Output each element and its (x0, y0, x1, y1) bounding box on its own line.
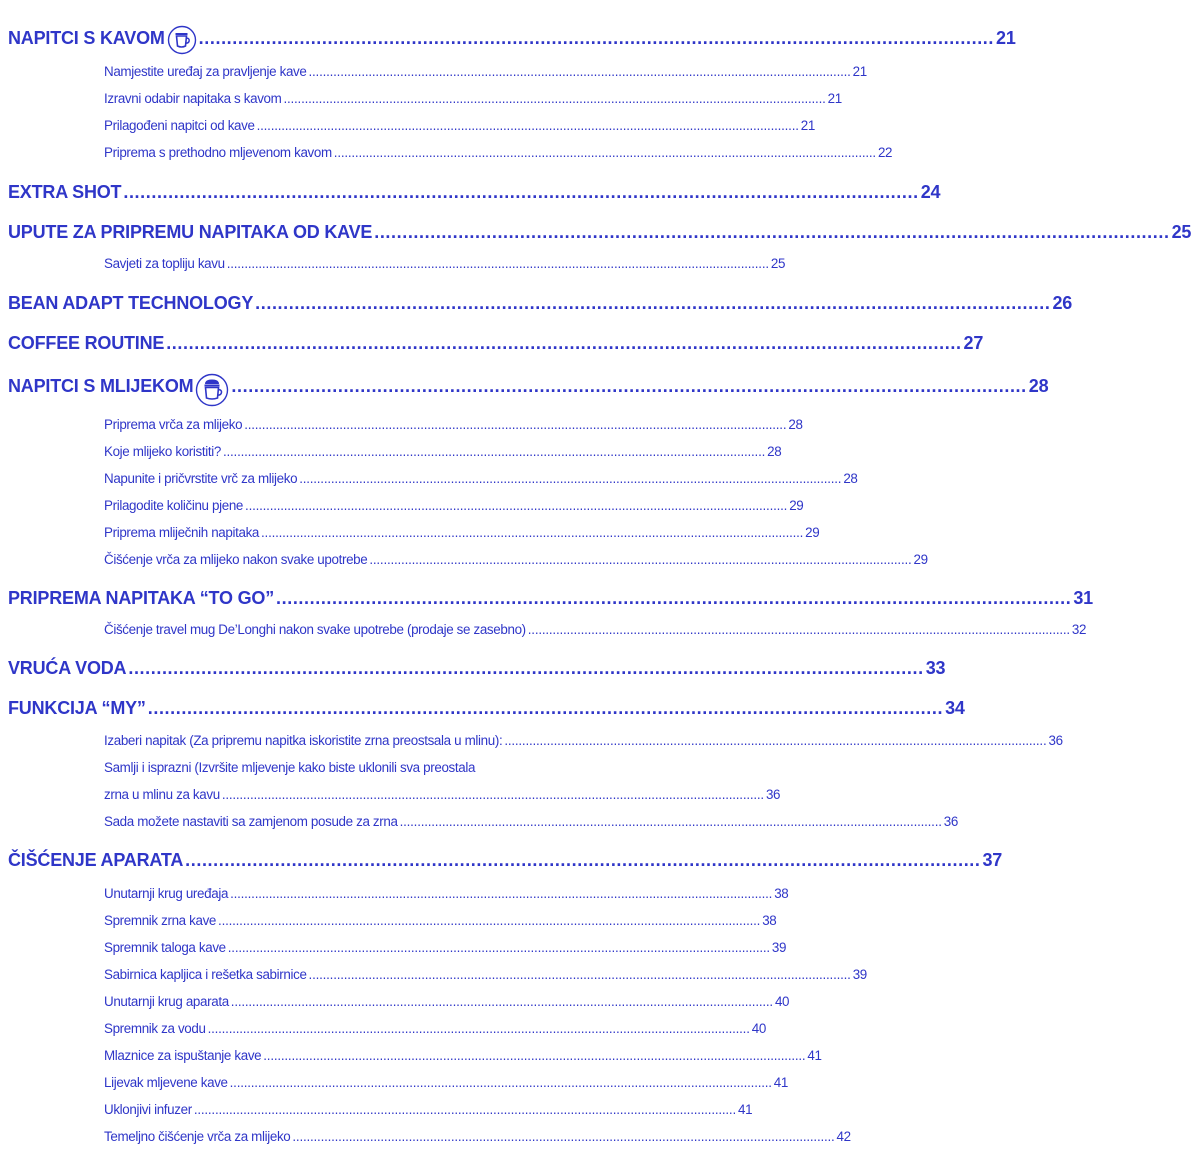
toc-entry-label: Priprema s prethodno mljevenom kavom (104, 145, 332, 160)
toc-entry[interactable]: Uklonjivi infuzer .......................................................................................................................................................... 41 (104, 1102, 753, 1117)
toc-entry-page: 41 (807, 1048, 822, 1063)
toc-page-number: 27 (963, 333, 984, 353)
toc-entry[interactable]: Sabirnica kapljica i rešetka sabirnice .......................................................................................................................................................... 39 (104, 967, 867, 982)
toc-entry[interactable]: Priprema vrča za mlijeko .......................................................................................................................................................... 28 (104, 417, 803, 432)
toc-entry-page: 41 (737, 1102, 753, 1117)
toc-entry-page: 28 (788, 417, 803, 432)
toc-entry-label: Napunite i pričvrstite vrč za mlijeko (104, 471, 298, 486)
toc-page-number: 31 (1073, 588, 1093, 608)
toc-entry[interactable]: Unutarnji krug aparata .......................................................................................................................................................... 40 (104, 994, 790, 1009)
toc-entry[interactable]: Čišćenje vrča za mlijeko nakon svake upotrebe .......................................................................................................................................................... 29 (104, 552, 928, 567)
toc-entry-label: Savjeti za topliju kavu (104, 256, 225, 271)
toc-heading-to-go[interactable]: PRIPREMA NAPITAKA “TO GO” .............................................................................................................................................. 31 (8, 588, 1093, 608)
toc-heading-napitci-s-mlijekom[interactable]: NAPITCI S MLIJEKOM .............................................................................................................................................. 28 (8, 376, 822, 410)
toc-entry[interactable]: Sada možete nastaviti sa zamjenom posude za zrna .......................................................................................................................................................... 36 (104, 814, 958, 829)
toc-entry-page: 29 (913, 552, 928, 567)
coffee-cup-icon (167, 25, 197, 55)
toc-entry[interactable]: Izaberi napitak (Za pripremu napitka iskoristite zrna preostsala u mlinu): .......................................................................................................................................................... 36 (104, 733, 1063, 748)
toc-entry-label: Samlji i isprazni (Izvršite mljevenje kako biste uklonili sva preostala (104, 760, 476, 775)
toc-heading-extra-shot[interactable]: EXTRA SHOT .............................................................................................................................................. 24 (8, 182, 941, 202)
toc-entry-continued[interactable] (104, 760, 709, 775)
toc-heading-title: UPUTE ZA PRIPREMU NAPITAKA OD KAVE (8, 222, 373, 242)
toc-heading-funkcija-my[interactable]: FUNKCIJA “MY” .............................................................................................................................................. 34 (8, 698, 965, 718)
toc-entry[interactable]: Priprema s prethodno mljevenom kavom .......................................................................................................................................................... 22 (104, 145, 893, 160)
toc-entry-page: 29 (805, 525, 820, 540)
toc-heading-title: EXTRA SHOT (8, 182, 122, 202)
toc-heading-title: PRIPREMA NAPITAKA “TO GO” (8, 588, 275, 608)
toc-entry-label: Čišćenje vrča za mlijeko nakon svake upotrebe (104, 552, 368, 567)
toc-heading-vruca-voda[interactable]: VRUĆA VODA .............................................................................................................................................. 33 (8, 658, 946, 678)
toc-entry-label: Čišćenje travel mug De’Longhi nakon svake upotrebe (prodaje se zasebno) (104, 622, 526, 637)
toc-page-number: 28 (1028, 376, 1049, 396)
toc-page-number: 25 (1171, 222, 1191, 242)
toc-entry-label: Unutarnji krug aparata (104, 994, 229, 1009)
toc-entry-label: Sada možete nastaviti sa zamjenom posude za zrna (104, 814, 398, 829)
toc-entry-label: Izaberi napitak (Za pripremu napitka iskoristite zrna preostsala u mlinu): (104, 733, 503, 748)
toc-entry-page: 39 (771, 940, 787, 955)
toc-entry[interactable]: Čišćenje travel mug De’Longhi nakon svake upotrebe (prodaje se zasebno) .......................................................................................................................................................... 32 (104, 622, 1087, 637)
toc-entry-page: 41 (773, 1075, 788, 1090)
toc-page-number: 24 (920, 182, 941, 202)
toc-entry-label: Priprema mliječnih napitaka (104, 525, 260, 540)
toc-heading-napitci-s-kavom[interactable]: NAPITCI S KAVOM .............................................................................................................................................. 21 (8, 28, 822, 58)
toc-entry-label: Spremnik za vodu (104, 1021, 206, 1036)
toc-entry-page: 40 (751, 1021, 766, 1036)
toc-entry-label: Namjestite uređaj za pravljenje kave (104, 64, 307, 79)
toc-heading-coffee-routine[interactable]: COFFEE ROUTINE .............................................................................................................................................. 27 (8, 333, 984, 353)
toc-entry[interactable]: Napunite i pričvrstite vrč za mlijeko .......................................................................................................................................................... 28 (104, 471, 858, 486)
toc-entry-label: Temeljno čišćenje vrča za mlijeko (104, 1129, 291, 1144)
toc-entry-page: 25 (770, 256, 786, 271)
toc-entry[interactable]: Namjestite uređaj za pravljenje kave .......................................................................................................................................................... 21 (104, 64, 867, 79)
toc-entry-label: Mlaznice za ispuštanje kave (104, 1048, 262, 1063)
toc-entry-page: 28 (843, 471, 858, 486)
toc-entry-page: 42 (836, 1129, 851, 1144)
toc-entry-page: 38 (762, 913, 777, 928)
toc-heading-title: VRUĆA VODA (8, 658, 127, 678)
toc-page-number: 33 (925, 658, 946, 678)
toc-entry[interactable]: Unutarnji krug uređaja .......................................................................................................................................................... 38 (104, 886, 789, 901)
toc-heading-title: FUNKCIJA “MY” (8, 698, 146, 718)
milk-cup-icon (195, 373, 229, 407)
toc-entry[interactable]: Izravni odabir napitaka s kavom .......................................................................................................................................................... 21 (104, 91, 842, 106)
toc-entry-page: 21 (827, 91, 842, 106)
toc-entry-page: 22 (877, 145, 893, 160)
toc-entry[interactable]: Koje mlijeko koristiti? .......................................................................................................................................................... 28 (104, 444, 782, 459)
toc-entry-label: zrna u mlinu za kavu (104, 787, 220, 802)
toc-entry-label: Koje mlijeko koristiti? (104, 444, 221, 459)
toc-entry[interactable]: Mlaznice za ispuštanje kave .......................................................................................................................................................... 41 (104, 1048, 822, 1063)
toc-heading-bean-adapt[interactable]: BEAN ADAPT TECHNOLOGY .............................................................................................................................................. 26 (8, 293, 1073, 313)
toc-entry[interactable]: Prilagodite količinu pjene .......................................................................................................................................................... 29 (104, 498, 804, 513)
toc-entry-label: Izravni odabir napitaka s kavom (104, 91, 282, 106)
toc-entry-label: Spremnik zrna kave (104, 913, 217, 928)
toc-entry[interactable]: Prilagođeni napitci od kave .......................................................................................................................................................... 21 (104, 118, 815, 133)
toc-heading-title: BEAN ADAPT TECHNOLOGY (8, 293, 254, 313)
toc-entry[interactable]: zrna u mlinu za kavu .......................................................................................................................................................... 36 (104, 787, 781, 802)
toc-entry-page: 21 (800, 118, 815, 133)
toc-page-number: 21 (996, 28, 1016, 48)
toc-entry-page: 32 (1071, 622, 1087, 637)
toc-page-number: 26 (1052, 293, 1073, 313)
toc-entry-label: Lijevak mljevene kave (104, 1075, 228, 1090)
toc-entry-page: 36 (765, 787, 781, 802)
toc-entry-label: Spremnik taloga kave (104, 940, 226, 955)
toc-entry[interactable]: Spremnik taloga kave .......................................................................................................................................................... 39 (104, 940, 787, 955)
toc-entry-page: 40 (774, 994, 790, 1009)
toc-page-number: 37 (982, 850, 1003, 870)
toc-entry-label: Prilagodite količinu pjene (104, 498, 244, 513)
toc-entry-page: 38 (774, 886, 789, 901)
toc-entry-label: Prilagođeni napitci od kave (104, 118, 255, 133)
toc-heading-title: NAPITCI S MLIJEKOM (8, 376, 194, 396)
toc-entry-label: Uklonjivi infuzer (104, 1102, 192, 1117)
toc-entry[interactable]: Spremnik za vodu .......................................................................................................................................................... 40 (104, 1021, 766, 1036)
toc-entry[interactable]: Spremnik zrna kave .......................................................................................................................................................... 38 (104, 913, 777, 928)
toc-entry-page: 39 (852, 967, 867, 982)
toc-entry-page: 36 (1048, 733, 1063, 748)
toc-heading-title: ČIŠĆENJE APARATA (8, 850, 184, 870)
toc-entry-label: Sabirnica kapljica i rešetka sabirnice (104, 967, 307, 982)
toc-page-number: 34 (945, 698, 965, 718)
toc-entry-page: 21 (852, 64, 867, 79)
toc-entry-page: 29 (789, 498, 804, 513)
toc-entry-page: 28 (767, 444, 782, 459)
toc-heading-title: NAPITCI S KAVOM (8, 28, 165, 48)
toc-entry-label: Unutarnji krug uređaja (104, 886, 229, 901)
toc-entry[interactable]: Temeljno čišćenje vrča za mlijeko .......................................................................................................................................................... 42 (104, 1129, 851, 1144)
toc-heading-ciscenje-aparata[interactable]: ČIŠĆENJE APARATA .............................................................................................................................................. 37 (8, 850, 1003, 870)
toc-entry[interactable]: Priprema mliječnih napitaka .......................................................................................................................................................... 29 (104, 525, 820, 540)
toc-heading-title: COFFEE ROUTINE (8, 333, 165, 353)
toc-entry-label: Priprema vrča za mlijeko (104, 417, 243, 432)
toc-entry-page: 36 (943, 814, 958, 829)
toc-heading-upute[interactable]: UPUTE ZA PRIPREMU NAPITAKA OD KAVE .............................................................................................................................................. 25 (8, 222, 1191, 242)
toc-entry[interactable]: Lijevak mljevene kave .......................................................................................................................................................... 41 (104, 1075, 788, 1090)
toc-entry[interactable]: Savjeti za topliju kavu .......................................................................................................................................................... 25 (104, 256, 786, 271)
